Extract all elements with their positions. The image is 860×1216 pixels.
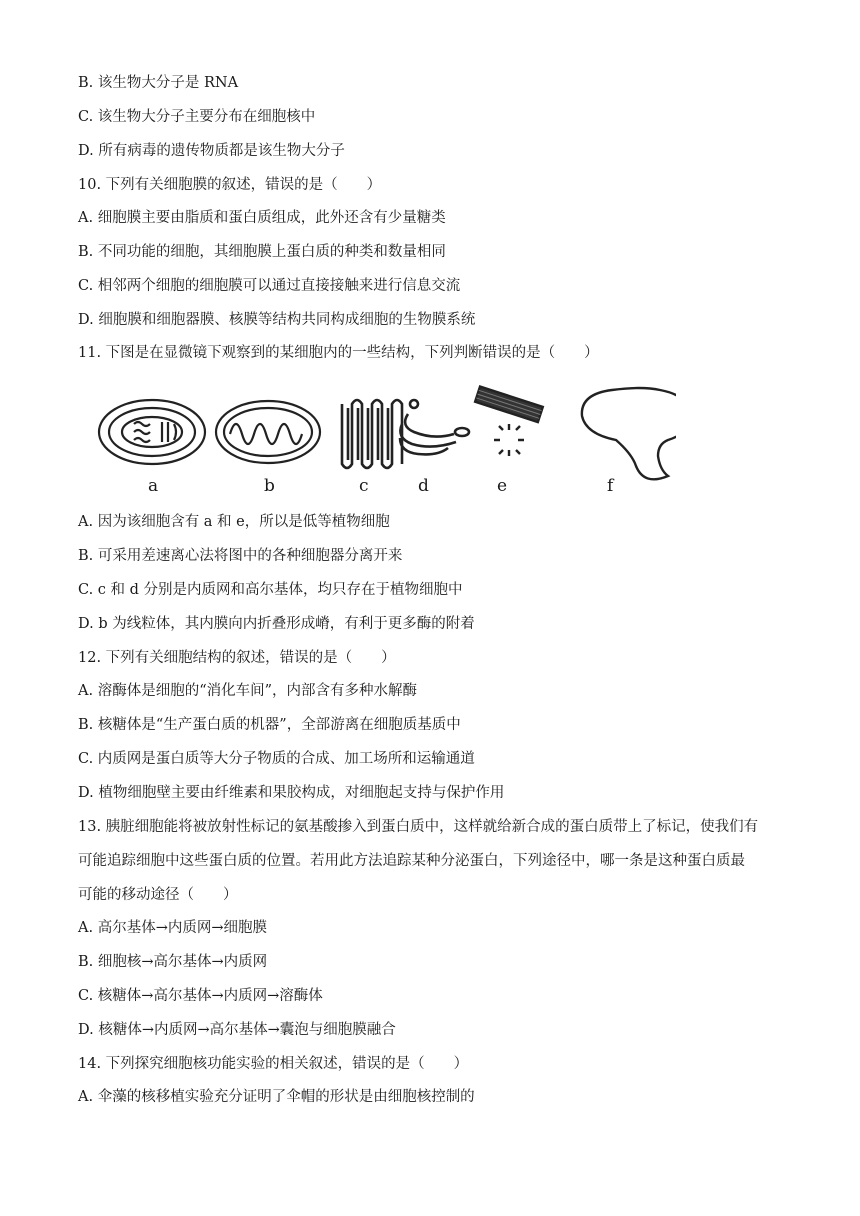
text-line: 可能追踪细胞中这些蛋白质的位置。若用此方法追踪某种分泌蛋白，下列途径中，哪一条是这种蛋白质最 — [78, 853, 745, 869]
text-line: 11. 下图是在显微镜下观察到的某细胞内的一些结构，下列判断错误的是（ ） — [78, 345, 599, 361]
figure-label-f: f — [607, 476, 614, 496]
text-line: A. 溶酶体是细胞的“消化车间”，内部含有多种水解酶 — [78, 683, 418, 699]
figure-label-a: a — [148, 476, 159, 496]
text-line: A. 伞藻的核移植实验充分证明了伞帽的形状是由细胞核控制的 — [78, 1089, 475, 1105]
figure-label-c: c — [359, 476, 369, 496]
text-line: 14. 下列探究细胞核功能实验的相关叙述，错误的是（ ） — [78, 1056, 469, 1072]
structure-f-drawing — [582, 388, 676, 479]
figure-label-b: b — [264, 476, 275, 496]
text-line: 10. 下列有关细胞膜的叙述，错误的是（ ） — [78, 177, 382, 193]
text-line: D. 核糖体→内质网→高尔基体→囊泡与细胞膜融合 — [78, 1022, 396, 1038]
text-line: D. 细胞膜和细胞器膜、核膜等结构共同构成细胞的生物膜系统 — [78, 312, 476, 328]
text-line: C. 内质网是蛋白质等大分子物质的合成、加工场所和运输通道 — [78, 751, 475, 767]
text-line: D. 植物细胞壁主要由纤维素和果胶构成，对细胞起支持与保护作用 — [78, 785, 505, 801]
figure-label-d: d — [418, 476, 429, 496]
text-line: A. 高尔基体→内质网→细胞膜 — [78, 920, 267, 936]
structure-d-drawing — [400, 400, 469, 454]
figure-label-e: e — [497, 476, 508, 496]
text-line: B. 细胞核→高尔基体→内质网 — [78, 954, 268, 970]
text-line: D. 所有病毒的遗传物质都是该生物大分子 — [78, 143, 345, 159]
text-line: C. 该生物大分子主要分布在细胞核中 — [78, 109, 316, 125]
text-line: C. 相邻两个细胞的细胞膜可以通过直接接触来进行信息交流 — [78, 278, 461, 294]
text-line: B. 该生物大分子是 RNA — [78, 75, 239, 91]
text-line: 可能的移动途径（ ） — [78, 887, 238, 903]
text-line: B. 核糖体是“生产蛋白质的机器”，全部游离在细胞质基质中 — [78, 717, 461, 733]
structure-c-drawing — [342, 400, 402, 468]
text-line: D. b 为线粒体，其内膜向内折叠形成嵴，有利于更多酶的附着 — [78, 616, 475, 632]
text-line: A. 细胞膜主要由脂质和蛋白质组成，此外还含有少量糖类 — [78, 210, 446, 226]
text-line: C. 核糖体→高尔基体→内质网→溶酶体 — [78, 988, 323, 1004]
text-line: B. 可采用差速离心法将图中的各种细胞器分离开来 — [78, 548, 403, 564]
text-line: 13. 胰脏细胞能将被放射性标记的氨基酸掺入到蛋白质中，这样就给新合成的蛋白质带上了标记，使我们有 — [78, 819, 759, 835]
organelle-figure — [96, 384, 676, 500]
text-line: 12. 下列有关细胞结构的叙述，错误的是（ ） — [78, 650, 396, 666]
text-line: C. c 和 d 分别是内质网和高尔基体，均只存在于植物细胞中 — [78, 582, 463, 598]
structure-b-drawing — [216, 401, 320, 463]
structure-e-drawing — [475, 387, 543, 456]
structure-a-drawing — [99, 400, 205, 464]
text-line: B. 不同功能的细胞，其细胞膜上蛋白质的种类和数量相同 — [78, 244, 446, 260]
text-line: A. 因为该细胞含有 a 和 e，所以是低等植物细胞 — [78, 514, 390, 530]
